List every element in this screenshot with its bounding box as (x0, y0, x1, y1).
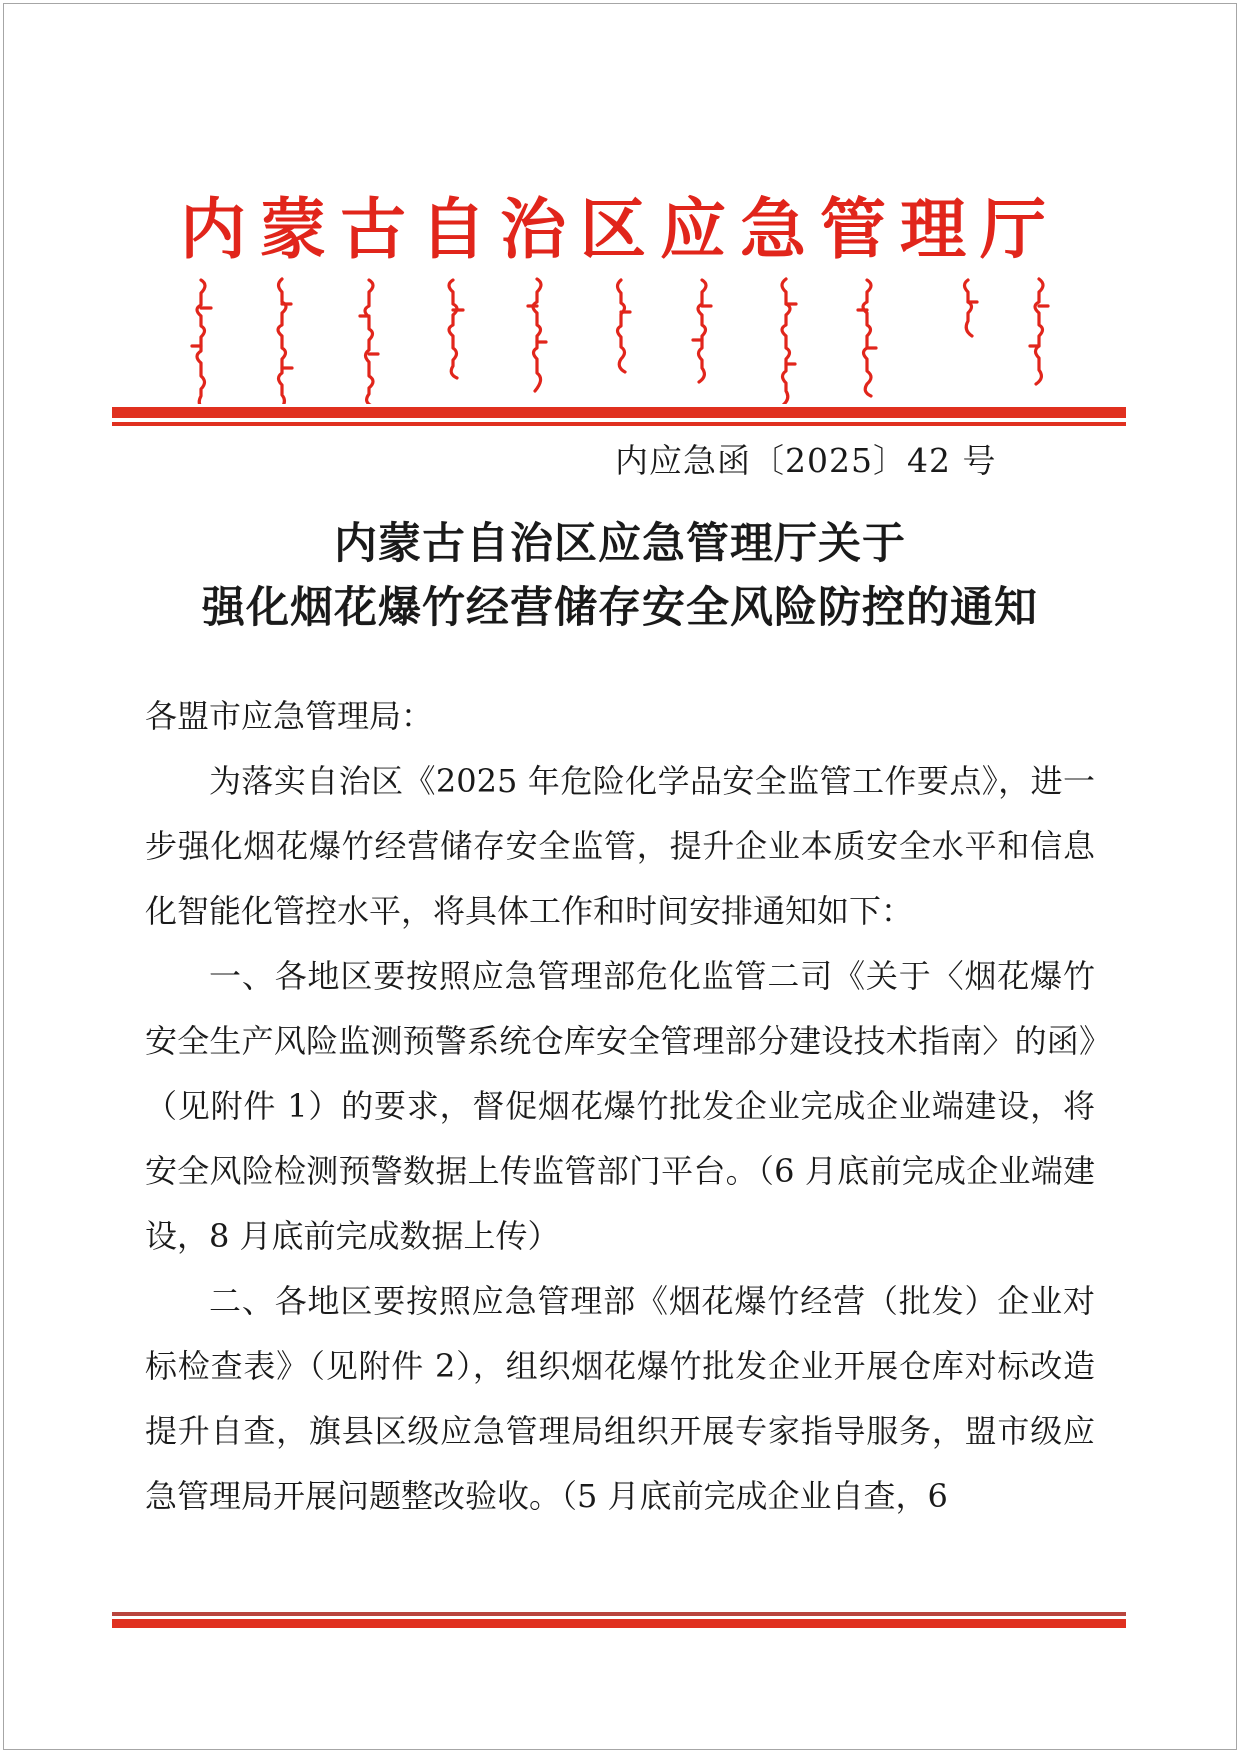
mongolian-script (160, 276, 1080, 404)
footer-rule-thick (112, 1619, 1126, 1628)
document-body (145, 684, 1095, 1529)
document-title (70, 512, 1170, 640)
body-paragraph: 为落实自治区《2025 年危险化学品安全监管工作要点》，进一步强化烟花爆竹经营储存安全监管，提升企业本质安全水平和信息化智能化管控水平，将具体工作和时间安排通知如下： (145, 762, 1095, 930)
header-rule-thin (112, 422, 1126, 426)
header-rule-thick (112, 407, 1126, 418)
body-paragraph: 一、各地区要按照应急管理部危化监管二司《关于〈烟花爆竹安全生产风险监测预警系统仓库安全管理部分建设技术指南〉的函》（见附件 1）的要求，督促烟花爆竹批发企业完成企业端建设，将安全风险检测预警数据上传监管部门平台。（6 月底前完成企业端建设，8 月底前完成数据上传） (145, 957, 1095, 1255)
body-paragraph: 二、各地区要按照应急管理部《烟花爆竹经营（批发）企业对标检查表》（见附件 2），组织烟花爆竹批发企业开展仓库对标改造提升自查，旗县区级应急管理局组织开展专家指导服务，盟市级应急管理局开展问题整改验收。（5 月底前完成企业自查，6 (145, 1282, 1095, 1515)
salutation: 各盟市应急管理局： (145, 697, 434, 735)
letterhead-agency-name: 内蒙古自治区应急管理厅 (180, 190, 1060, 268)
footer-rule-thin (112, 1612, 1126, 1616)
document-number: 内应急函〔2025〕42 号 (615, 441, 997, 480)
document-title-line1: 内蒙古自治区应急管理厅关于 (334, 519, 906, 569)
document-title-line2: 强化烟花爆竹经营储存安全风险防控的通知 (202, 583, 1038, 633)
